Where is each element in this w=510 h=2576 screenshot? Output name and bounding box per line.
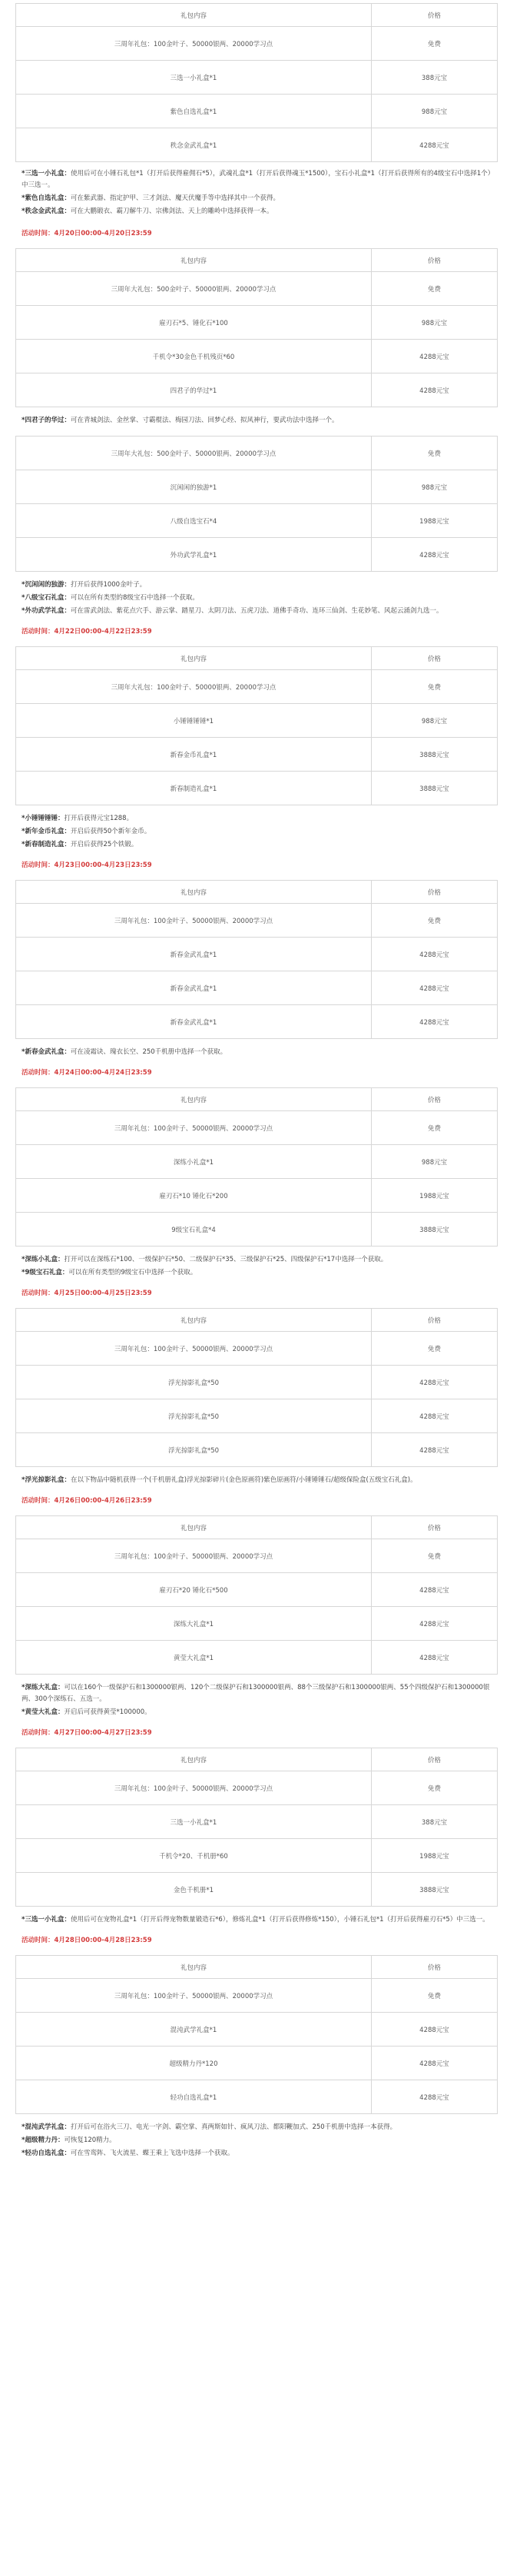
table-row xyxy=(16,704,498,738)
row-price: 免费 xyxy=(372,1771,498,1805)
header-price: 价格 xyxy=(372,1748,498,1771)
note: *三选一小礼盒：使用后可在宠物礼盒*1（打开后得宠物数量锻造石*6），修炼礼盒*1（打开后获得修炼*150），小锤石礼包*1（打开后获得雇刃石*5）中三选一。 xyxy=(22,1916,489,1924)
row-content: 新春金币礼盒*1 xyxy=(16,738,372,772)
table-row xyxy=(16,2013,498,2047)
header-content: 礼包内容 xyxy=(16,1956,372,1979)
table-header-row xyxy=(16,4,498,27)
table-row xyxy=(16,272,498,306)
row-content: 三周年礼包：100金叶子、50000银两、20000学习点 xyxy=(16,1979,372,2013)
table-header-row xyxy=(16,1748,498,1771)
table-row xyxy=(16,470,498,504)
row-price: 免费 xyxy=(372,27,498,61)
row-content: 雇刃石*5、锤化石*100 xyxy=(16,306,372,340)
row-price: 4288元宝 xyxy=(372,1641,498,1675)
row-content: 八级自选宝石*4 xyxy=(16,504,372,538)
row-content: 三选一小礼盒*1 xyxy=(16,61,372,95)
row-content: 千机令*30金色千机残页*60 xyxy=(16,340,372,373)
table-row xyxy=(16,1005,498,1039)
note: *轻功自选礼盒：可在雪鸾阵、飞火流星、蝶王乘上飞选中选择一个获取。 xyxy=(22,2149,234,2157)
row-price: 3888元宝 xyxy=(372,1213,498,1247)
note: *黄莹大礼盒：开启后可获得黄莹*100000。 xyxy=(22,1708,151,1716)
table-header-row xyxy=(16,249,498,272)
table-row xyxy=(16,1641,498,1675)
row-price: 4288元宝 xyxy=(372,2013,498,2047)
gift-table-4 xyxy=(15,880,498,1039)
row-price: 3888元宝 xyxy=(372,738,498,772)
header-price: 价格 xyxy=(372,647,498,670)
table-header-row xyxy=(16,647,498,670)
note: *外功武学礼盒：可在雷武剑法、紫花点穴手、游云掌、踏星刀、太阴刀法、五虎刀法、道佛手奇功、连环三仙剑、生花妙笔、风起云涌剑九选一。 xyxy=(22,607,443,615)
table-row xyxy=(16,1771,498,1805)
row-content: 金色千机册*1 xyxy=(16,1873,372,1907)
row-content: 深练小礼盒*1 xyxy=(16,1145,372,1179)
table-row xyxy=(16,1179,498,1213)
row-content: 新春金武礼盒*1 xyxy=(16,938,372,971)
header-price: 价格 xyxy=(372,4,498,27)
row-price: 1988元宝 xyxy=(372,1179,498,1213)
gift-table-0 xyxy=(15,3,498,162)
header-price: 价格 xyxy=(372,881,498,904)
event-time: 活动时间：4月20日00:00-4月20日23:59 xyxy=(22,230,152,237)
row-content: 三周年礼包：100金叶子、50000银两、20000学习点 xyxy=(16,27,372,61)
row-content: 沉闲闲的独游*1 xyxy=(16,470,372,504)
table-row xyxy=(16,538,498,572)
note: *新春金武礼盒：可在凌霜诀、瑰衣长空、250千机册中选择一个获取。 xyxy=(22,1048,227,1056)
row-price: 免费 xyxy=(372,437,498,470)
row-price: 388元宝 xyxy=(372,61,498,95)
table-row xyxy=(16,95,498,128)
row-price: 免费 xyxy=(372,272,498,306)
row-content: 混沌武学礼盒*1 xyxy=(16,2013,372,2047)
header-content: 礼包内容 xyxy=(16,881,372,904)
note: *混沌武学礼盒：打开后可在浴火三刀、电光一字剑、霸空掌、真两斯如针、疯风刀法、都阳鞭加式、250千机册中选择一本获得。 xyxy=(22,2123,397,2131)
table-row xyxy=(16,1366,498,1399)
row-price: 4288元宝 xyxy=(372,538,498,572)
table-row xyxy=(16,61,498,95)
note: *新春制造礼盒：开启后获得25个铁锻。 xyxy=(22,841,138,848)
row-content: 浮光掠影礼盒*50 xyxy=(16,1366,372,1399)
row-price: 4288元宝 xyxy=(372,938,498,971)
event-time: 活动时间：4月22日00:00-4月22日23:59 xyxy=(22,628,152,636)
row-content: 新春金武礼盒*1 xyxy=(16,1005,372,1039)
row-price: 4288元宝 xyxy=(372,1366,498,1399)
row-content: 小锤锤锤锤*1 xyxy=(16,704,372,738)
row-price: 免费 xyxy=(372,1332,498,1366)
header-price: 价格 xyxy=(372,249,498,272)
row-content: 超级精力丹*120 xyxy=(16,2047,372,2080)
row-price: 1988元宝 xyxy=(372,504,498,538)
row-content: 三周年礼包：100金叶子、50000银两、20000学习点 xyxy=(16,904,372,938)
note: *紫色自选礼盒：可在紫武器、指定护甲、三才剑法、魔天伏魔手等中选择其中一个获得。 xyxy=(22,194,280,202)
gift-table-5 xyxy=(15,1087,498,1247)
note: *小锤锤锤锤：打开后获得元宝1288。 xyxy=(22,815,134,822)
table-header-row xyxy=(16,1956,498,1979)
header-content: 礼包内容 xyxy=(16,1748,372,1771)
gift-table-1 xyxy=(15,248,498,407)
row-price: 3888元宝 xyxy=(372,772,498,805)
note: *三选一小礼盒：使用后可在小锤石礼包*1（打开后获得雇佣石*5），武魂礼盒*1（打开后获得魂玉*1500），宝石小礼盒*1（打开后获得所有的4级宝石中选择1个）中三选一。 xyxy=(22,170,495,189)
row-price: 988元宝 xyxy=(372,470,498,504)
event-time: 活动时间：4月27日00:00-4月27日23:59 xyxy=(22,1729,152,1737)
notes-0 xyxy=(22,168,496,217)
table-row xyxy=(16,1979,498,2013)
row-content: 轻功自选礼盒*1 xyxy=(16,2080,372,2114)
notes-2 xyxy=(22,579,496,617)
table-row xyxy=(16,373,498,407)
row-price: 4288元宝 xyxy=(372,2080,498,2114)
table-header-row xyxy=(16,1309,498,1332)
notes-8 xyxy=(22,1914,496,1926)
row-price: 3888元宝 xyxy=(372,1873,498,1907)
row-price: 388元宝 xyxy=(372,1805,498,1839)
table-row xyxy=(16,772,498,805)
header-content: 礼包内容 xyxy=(16,647,372,670)
row-content: 新春金武礼盒*1 xyxy=(16,971,372,1005)
row-price: 988元宝 xyxy=(372,704,498,738)
note: *四君子的华过：可在青城剑法、金丝掌、寸霸棍法、梅园刀法、回梦心经、拟风神行，要武功法中选择一个。 xyxy=(22,417,339,424)
notes-6 xyxy=(22,1475,496,1486)
row-content: 三周年礼包：100金叶子、50000银两、20000学习点 xyxy=(16,1111,372,1145)
table-header-row xyxy=(16,881,498,904)
header-content: 礼包内容 xyxy=(16,1516,372,1539)
table-row xyxy=(16,437,498,470)
table-row xyxy=(16,1539,498,1573)
row-content: 黄莹大礼盒*1 xyxy=(16,1641,372,1675)
header-content: 礼包内容 xyxy=(16,249,372,272)
row-content: 三周年大礼包：500金叶子、50000银两、20000学习点 xyxy=(16,437,372,470)
row-content: 秩念金武礼盒*1 xyxy=(16,128,372,162)
table-row xyxy=(16,1399,498,1433)
note: *秩念金武礼盒：可在大鹏锻衣、霸刀解牛刀、宗佛剑法、天上的雕岭中选择获得一本。 xyxy=(22,207,273,215)
row-content: 深练大礼盒*1 xyxy=(16,1607,372,1641)
table-row xyxy=(16,738,498,772)
header-price: 价格 xyxy=(372,1309,498,1332)
row-price: 4288元宝 xyxy=(372,1433,498,1467)
event-time: 活动时间：4月23日00:00-4月23日23:59 xyxy=(22,861,152,869)
gift-table-8 xyxy=(15,1748,498,1907)
row-price: 免费 xyxy=(372,670,498,704)
table-row xyxy=(16,670,498,704)
row-content: 雇刃石*20 锤化石*500 xyxy=(16,1573,372,1607)
row-price: 4288元宝 xyxy=(372,971,498,1005)
header-price: 价格 xyxy=(372,1956,498,1979)
table-row xyxy=(16,27,498,61)
table-row xyxy=(16,1839,498,1873)
table-row xyxy=(16,1805,498,1839)
header-price: 价格 xyxy=(372,1516,498,1539)
header-price: 价格 xyxy=(372,1088,498,1111)
row-price: 4288元宝 xyxy=(372,340,498,373)
row-price: 1988元宝 xyxy=(372,1839,498,1873)
row-price: 4288元宝 xyxy=(372,1005,498,1039)
table-row xyxy=(16,1607,498,1641)
row-content: 三周年大礼包：500金叶子、50000银两、20000学习点 xyxy=(16,272,372,306)
table-header-row xyxy=(16,1516,498,1539)
row-content: 三选一小礼盒*1 xyxy=(16,1805,372,1839)
row-price: 免费 xyxy=(372,1539,498,1573)
row-content: 浮光掠影礼盒*50 xyxy=(16,1433,372,1467)
notes-1 xyxy=(22,415,496,427)
note: *深练大礼盒：可以在160个一级保护石和1300000银两、120个二级保护石和1300000银两、88个三级保护石和1300000银两、55个四级保护石和1300000银两、300个深练石、五选一。 xyxy=(22,1684,490,1703)
note: *新年金币礼盒：开启后获得50个新年金币。 xyxy=(22,828,151,835)
row-content: 9级宝石礼盒*4 xyxy=(16,1213,372,1247)
event-time: 活动时间：4月26日00:00-4月26日23:59 xyxy=(22,1497,152,1505)
row-price: 免费 xyxy=(372,904,498,938)
row-content: 三周年大礼包：100金叶子、50000银两、20000学习点 xyxy=(16,670,372,704)
row-price: 4288元宝 xyxy=(372,128,498,162)
row-content: 千机令*20、千机册*60 xyxy=(16,1839,372,1873)
row-content: 新春制造礼盒*1 xyxy=(16,772,372,805)
table-row xyxy=(16,1573,498,1607)
table-row xyxy=(16,904,498,938)
table-row xyxy=(16,938,498,971)
gift-table-6 xyxy=(15,1308,498,1467)
note: *沉闲闲的独游：打开后获得1000金叶子。 xyxy=(22,581,147,589)
table-row xyxy=(16,2047,498,2080)
table-row xyxy=(16,2080,498,2114)
table-row xyxy=(16,340,498,373)
table-row xyxy=(16,1213,498,1247)
gift-table-9 xyxy=(15,1955,498,2114)
row-content: 外功武学礼盒*1 xyxy=(16,538,372,572)
header-content: 礼包内容 xyxy=(16,1309,372,1332)
row-content: 三周年礼包：100金叶子、50000银两、20000学习点 xyxy=(16,1539,372,1573)
note: *9级宝石礼盒：可以在所有类型的9级宝石中选择一个获取。 xyxy=(22,1269,197,1276)
note: *深练小礼盒：打开可以在深练石*100、一级保护石*50、二级保护石*35、三级保护石*25、四级保护石*17中选择一个获取。 xyxy=(22,1256,388,1263)
row-price: 988元宝 xyxy=(372,306,498,340)
event-time: 活动时间：4月28日00:00-4月28日23:59 xyxy=(22,1937,152,1944)
table-row xyxy=(16,128,498,162)
table-row xyxy=(16,1433,498,1467)
notes-5 xyxy=(22,1254,496,1279)
note: *超级精力丹：可恢复120精力。 xyxy=(22,2136,116,2144)
gift-table-3 xyxy=(15,646,498,805)
row-price: 免费 xyxy=(372,1111,498,1145)
table-header-row xyxy=(16,1088,498,1111)
table-row xyxy=(16,1873,498,1907)
note: *浮光掠影礼盒：在以下物品中随机获得一个(千机册礼盒)浮光掠影碎片(金色原画符)紫色原画符/小锤锤锤石/超级保险盒(五级宝石礼盒)。 xyxy=(22,1476,417,1484)
header-content: 礼包内容 xyxy=(16,1088,372,1111)
row-price: 免费 xyxy=(372,1979,498,2013)
row-price: 4288元宝 xyxy=(372,2047,498,2080)
row-content: 雇刃石*10 锤化石*200 xyxy=(16,1179,372,1213)
note: *八级宝石礼盒：可以在所有类型的8级宝石中选择一个获取。 xyxy=(22,594,199,602)
table-row xyxy=(16,971,498,1005)
event-time: 活动时间：4月25日00:00-4月25日23:59 xyxy=(22,1290,152,1297)
header-content: 礼包内容 xyxy=(16,4,372,27)
gift-table-7 xyxy=(15,1515,498,1675)
gift-table-2 xyxy=(15,436,498,572)
notes-4 xyxy=(22,1047,496,1058)
row-price: 988元宝 xyxy=(372,95,498,128)
table-row xyxy=(16,1145,498,1179)
row-price: 4288元宝 xyxy=(372,1399,498,1433)
row-price: 988元宝 xyxy=(372,1145,498,1179)
row-content: 四君子的华过*1 xyxy=(16,373,372,407)
row-price: 4288元宝 xyxy=(372,373,498,407)
row-content: 三周年礼包：100金叶子、50000银两、20000学习点 xyxy=(16,1771,372,1805)
table-row xyxy=(16,504,498,538)
table-row xyxy=(16,1111,498,1145)
notes-3 xyxy=(22,813,496,851)
table-row xyxy=(16,1332,498,1366)
row-content: 紫色自选礼盒*1 xyxy=(16,95,372,128)
notes-9 xyxy=(22,2122,496,2159)
row-price: 4288元宝 xyxy=(372,1607,498,1641)
notes-7 xyxy=(22,1682,496,1718)
event-time: 活动时间：4月24日00:00-4月24日23:59 xyxy=(22,1069,152,1077)
row-price: 4288元宝 xyxy=(372,1573,498,1607)
row-content: 三周年礼包：100金叶子、50000银两、20000学习点 xyxy=(16,1332,372,1366)
table-row xyxy=(16,306,498,340)
row-content: 浮光掠影礼盒*50 xyxy=(16,1399,372,1433)
